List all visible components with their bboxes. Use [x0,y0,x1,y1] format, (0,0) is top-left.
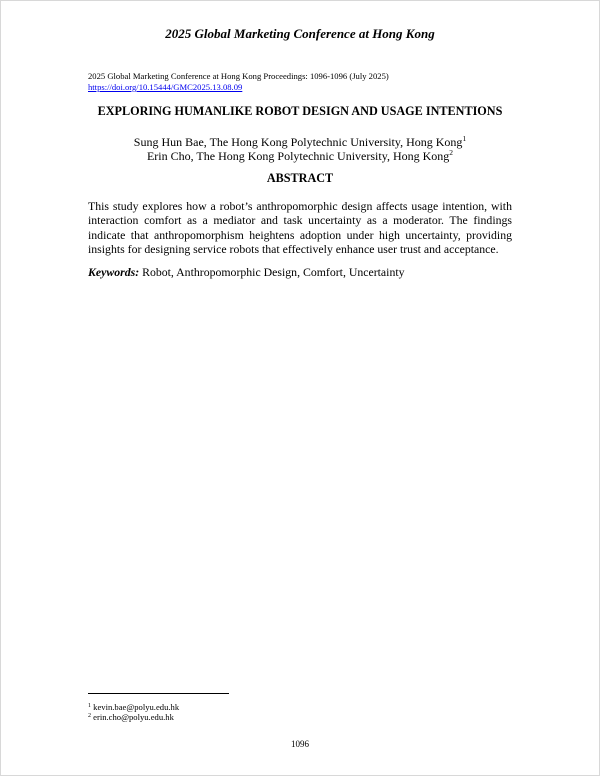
page-number: 1096 [291,739,309,749]
author-1-affiliation: Sung Hun Bae, The Hong Kong Polytechnic University, Hong Kong [133,135,463,149]
footnote-2 [88,711,174,722]
paper-title: EXPLORING HUMANLIKE ROBOT DESIGN AND USAGE INTENTIONS [97,104,503,118]
author-1-footnote-marker: 1 [462,134,467,143]
footnote-1-marker: 1 [88,703,91,709]
abstract-heading: ABSTRACT [266,171,334,185]
footnote-2-marker: 2 [88,713,91,719]
doi-link[interactable]: https://doi.org/10.15444/GMC2025.13.08.09 [88,82,243,92]
abstract-body: This study explores how a robot’s anthropomorphic design affects usage intention, with interaction comfort as a mediator and task uncertainty as a moderator. The findings indicate that anthropomorphism heightens adoption under high uncertainty, providing insights for designing service robots that effectively enhance user trust and acceptance. [88,199,512,257]
footnote-divider [88,693,229,694]
author-2-affiliation: Erin Cho, The Hong Kong Polytechnic University, Hong Kong [146,149,450,163]
keywords-label: Keywords: [88,265,140,279]
conference-header: 2025 Global Marketing Conference at Hong Kong [165,26,435,41]
author-2-footnote-marker: 2 [449,148,454,157]
keywords-line [88,265,405,279]
footnote-2-email: erin.cho@polyu.edu.hk [93,712,174,722]
proceedings-citation: 2025 Global Marketing Conference at Hong Kong Proceedings: 1096-1096 (July 2025) [88,71,389,81]
keywords-list: Robot, Anthropomorphic Design, Comfort, Uncertainty [142,265,405,279]
footnote-1-email: kevin.bae@polyu.edu.hk [93,702,180,712]
author-line-2 [0,146,600,163]
